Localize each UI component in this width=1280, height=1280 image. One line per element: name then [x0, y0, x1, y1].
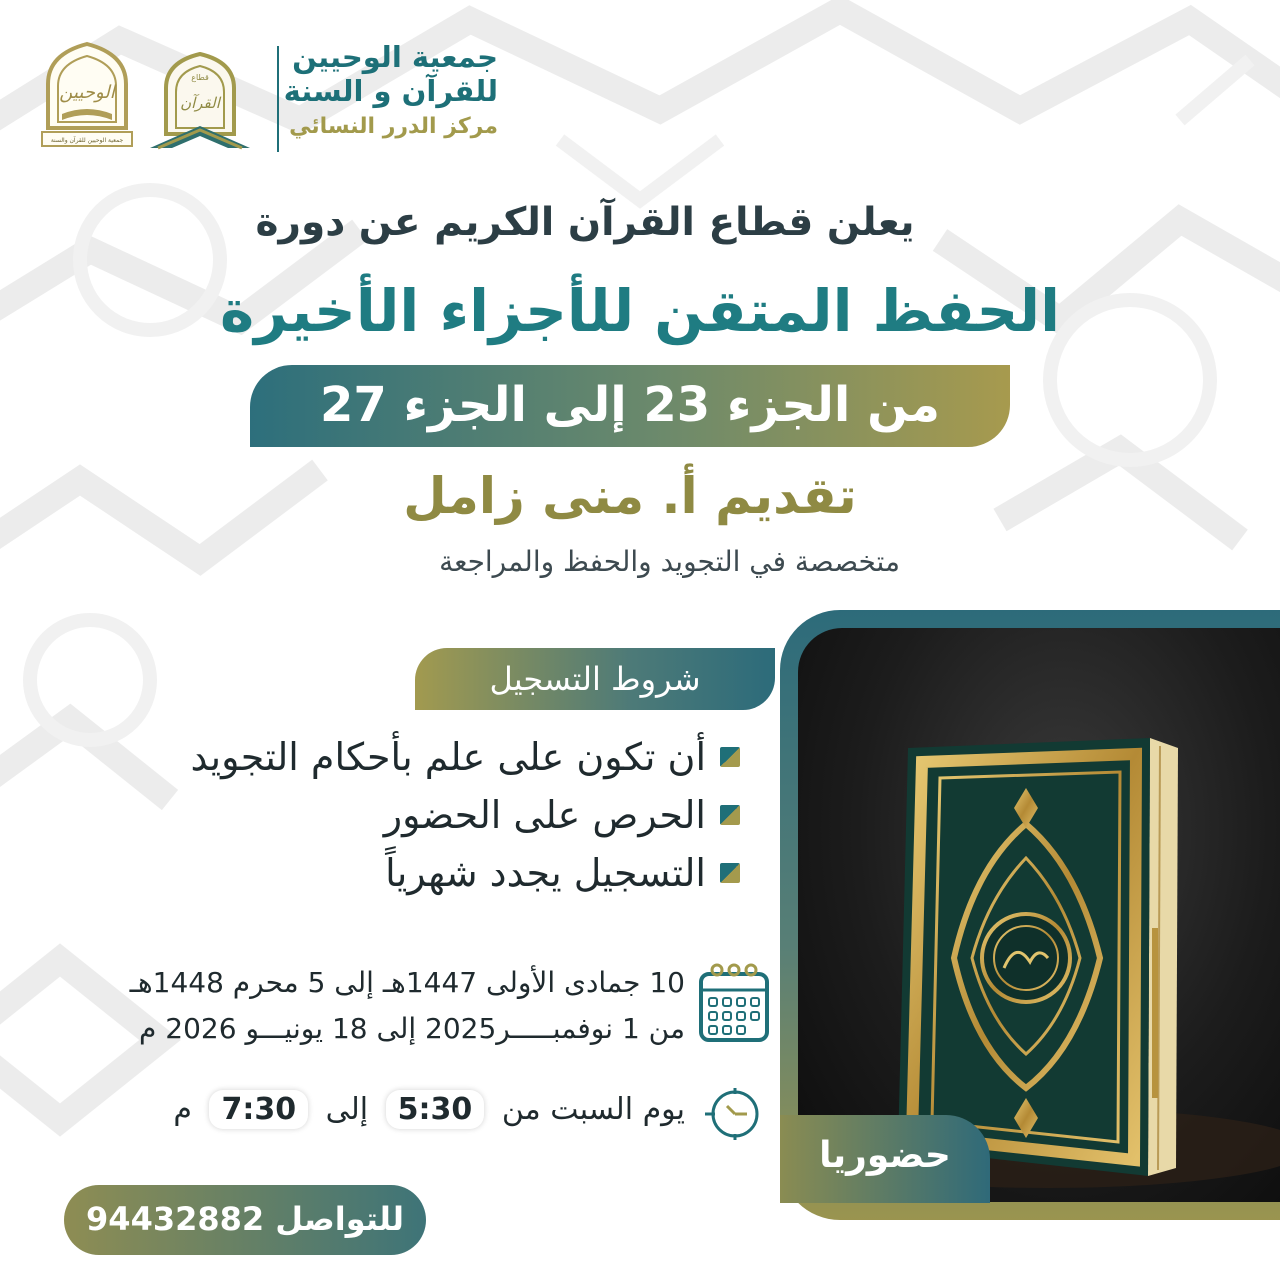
registration-header [415, 648, 775, 710]
presenter-specialty: متخصصة في التجويد والحفظ والمراجعة [439, 545, 900, 578]
quran-sector-logo [148, 48, 252, 152]
contact-button[interactable] [64, 1185, 426, 1255]
registration-conditions [100, 728, 740, 902]
attendance-label: حضوريا [819, 1135, 951, 1176]
calendar-icon [697, 962, 771, 1046]
attendance-tab [780, 1115, 990, 1203]
announcement-text: يعلن قطاع القرآن الكريم عن دورة [255, 200, 915, 245]
range-text: من الجزء 23 إلى الجزء 27 [319, 377, 941, 433]
condition-text: الحرص على الحضور [383, 793, 706, 837]
range-banner [250, 365, 1010, 447]
header-divider [277, 46, 279, 152]
organization-name [268, 40, 498, 144]
clock-icon [703, 1086, 763, 1142]
condition-text: التسجيل يجدد شهرياً [385, 851, 706, 895]
end-time: 7:30 [209, 1090, 308, 1129]
svg-text:جمعية الوحيين للقرآن والسنة: جمعية الوحيين للقرآن والسنة [50, 137, 124, 144]
svg-text:الوحيين: الوحيين [59, 82, 115, 103]
center-name: مركز الدرر النسائي [289, 114, 498, 139]
to-label: إلى [325, 1092, 369, 1127]
org-name-line2: للقرآن و السنة [283, 74, 498, 108]
time-suffix: م [173, 1092, 192, 1127]
hijri-date-range: 10 جمادى الأولى 1447هـ إلى 5 محرم 1448هـ [129, 966, 685, 999]
meeting-time [125, 1090, 685, 1129]
bullet-icon [720, 805, 740, 825]
condition-item [100, 728, 740, 786]
association-logo [40, 40, 134, 152]
condition-item [100, 786, 740, 844]
bullet-icon [720, 747, 740, 767]
svg-text:القرآن: القرآن [180, 94, 220, 112]
bullet-icon [720, 863, 740, 883]
condition-text: أن تكون على علم بأحكام التجويد [190, 735, 706, 779]
day-label: يوم السبت من [501, 1092, 685, 1127]
course-title: الحفظ المتقن للأجزاء الأخيرة [220, 277, 1060, 345]
org-name-line1: جمعية الوحيين [292, 40, 498, 74]
registration-title: شروط التسجيل [489, 660, 701, 698]
start-time: 5:30 [386, 1090, 485, 1129]
svg-text:قطاع: قطاع [191, 73, 209, 82]
contact-number: للتواصل 94432882 [86, 1200, 404, 1238]
condition-item [100, 844, 740, 902]
gregorian-date-range: من 1 نوفمبـــــر2025 إلى 18 يونيـــو 2026 م [139, 1012, 685, 1045]
presenter-name: تقديم أ. منى زامل [403, 467, 857, 525]
